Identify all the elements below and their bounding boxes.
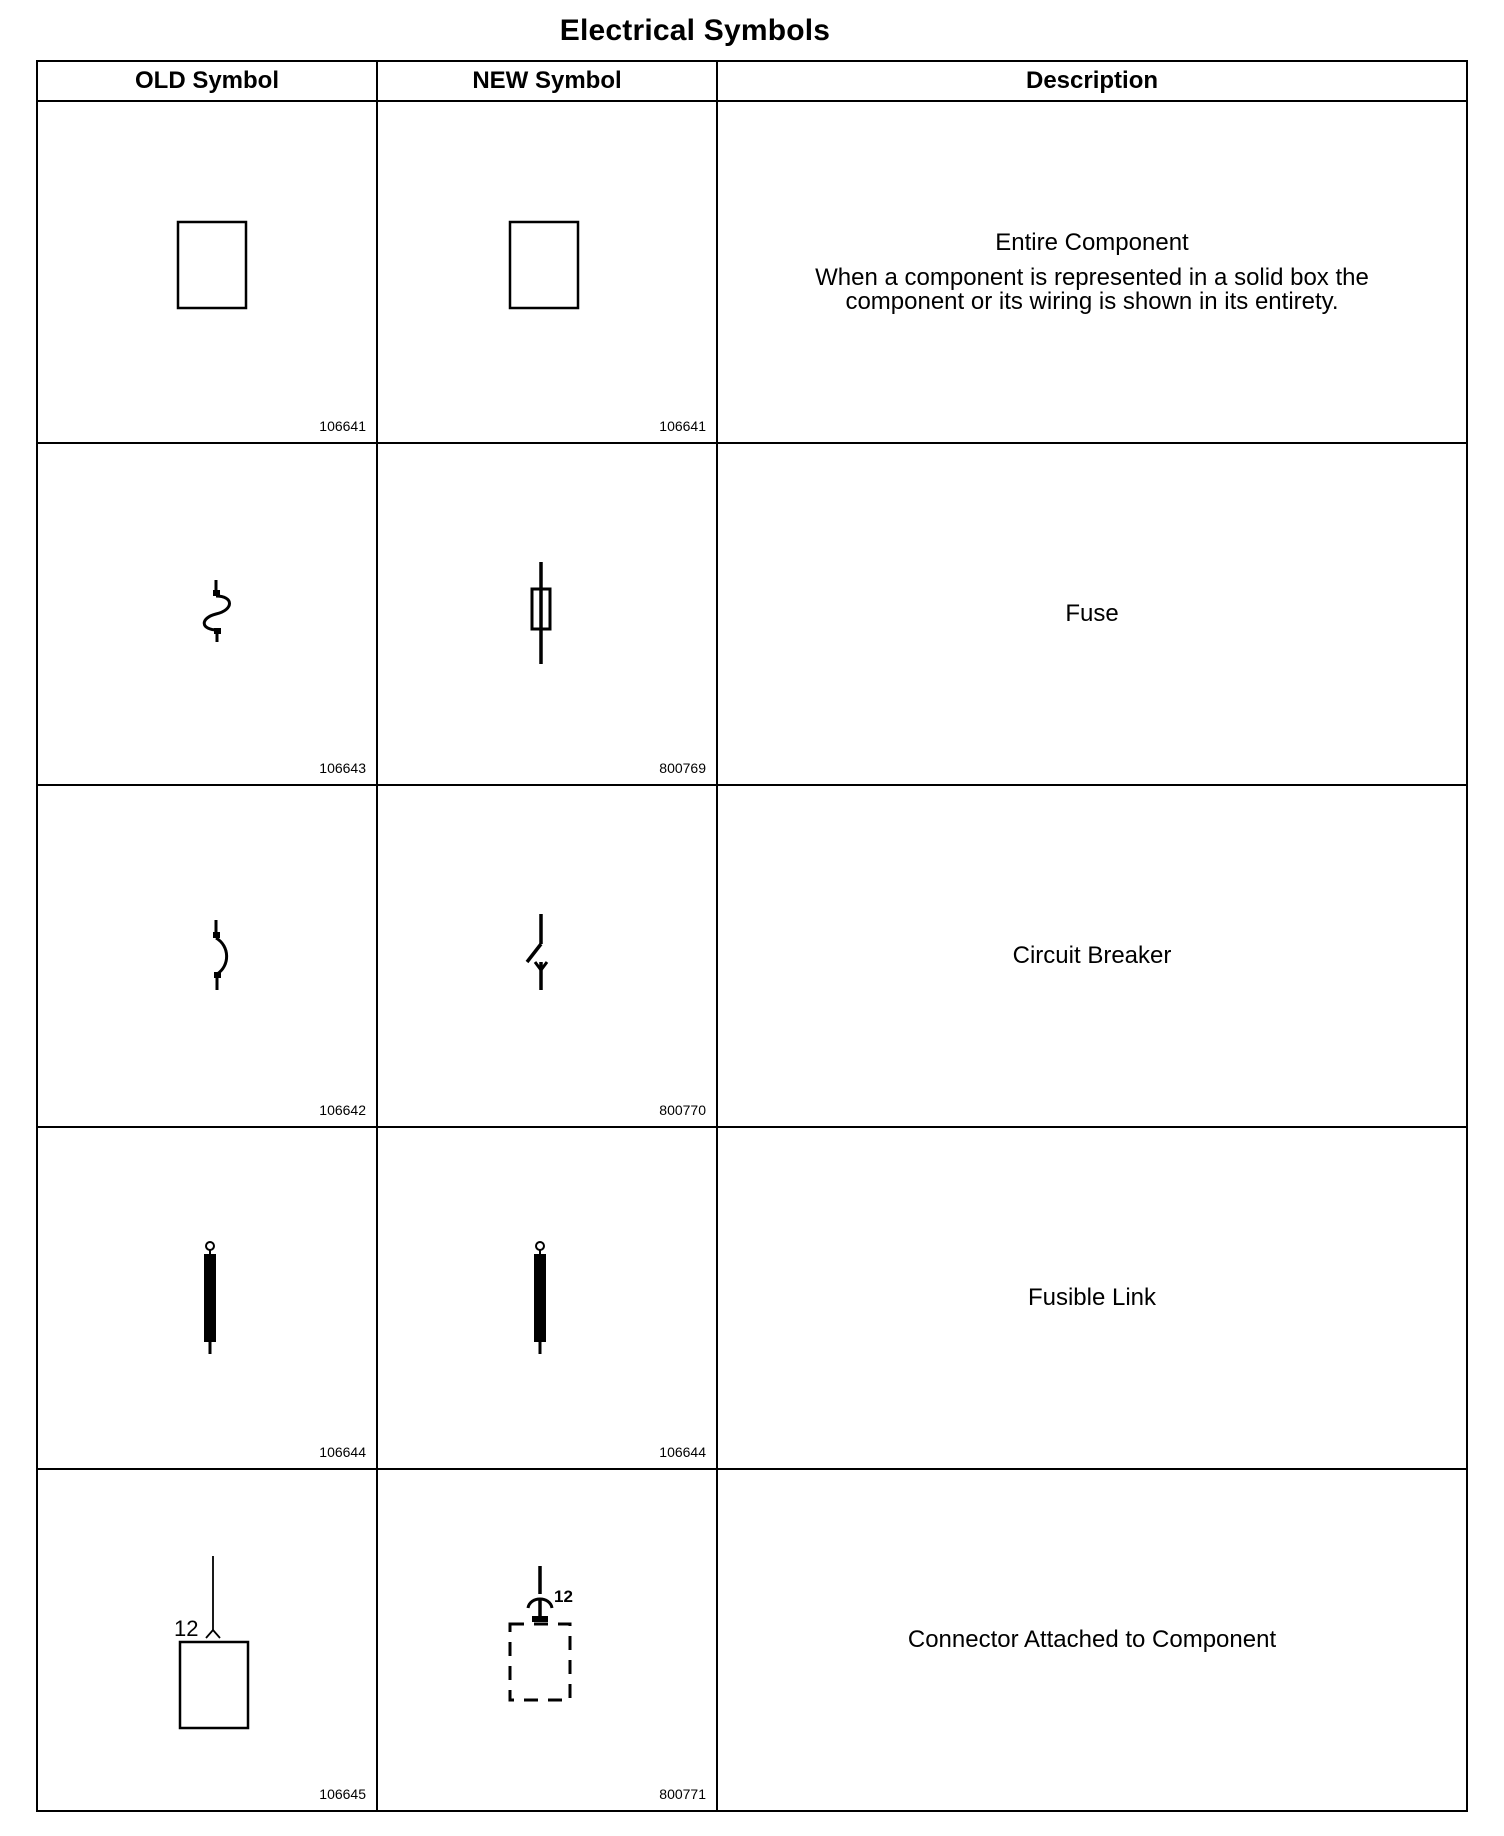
- old-symbol-cell: [37, 1127, 377, 1469]
- table-row: [37, 443, 1467, 785]
- new-symbol-cell: [377, 1469, 717, 1811]
- solid-box-icon: [378, 102, 718, 442]
- page-title: Electrical Symbols: [559, 14, 831, 47]
- symbol-ref-id: 106644: [659, 1444, 706, 1460]
- new-symbol-cell: [377, 101, 717, 443]
- symbol-ref-id: 800769: [659, 760, 706, 776]
- description-cell: [717, 1127, 1467, 1469]
- description-cell: [717, 443, 1467, 785]
- connector-dashed-box-icon: [378, 1470, 718, 1810]
- description-title: Fusible Link: [1027, 1284, 1157, 1311]
- old-symbol-cell: [37, 785, 377, 1127]
- symbol-ref-id: 106641: [659, 418, 706, 434]
- connector-pin-number: 12: [554, 1587, 573, 1606]
- symbol-ref-id: 106644: [319, 1444, 366, 1460]
- symbol-ref-id: 106642: [319, 1102, 366, 1118]
- connector-pin-number: 12: [174, 1616, 199, 1641]
- header-new-symbol: NEW Symbol: [377, 61, 717, 101]
- description-title: Circuit Breaker: [1012, 942, 1172, 969]
- old-symbol-cell: [37, 1469, 377, 1811]
- fusible-link-icon: [38, 1128, 378, 1468]
- new-symbol-cell: [377, 785, 717, 1127]
- electrical-symbols-table: [36, 60, 1468, 1812]
- old-symbol-cell: [37, 101, 377, 443]
- symbol-ref-id: 800770: [659, 1102, 706, 1118]
- symbol-ref-id: 106643: [319, 760, 366, 776]
- connector-solid-box-icon: [38, 1470, 378, 1810]
- description-body: When a component is represented in a solid box the component or its wiring is shown in its entirety.: [815, 264, 1369, 315]
- table-row: [37, 1127, 1467, 1469]
- description-cell: [717, 1469, 1467, 1811]
- table-header-row: [37, 61, 1467, 101]
- table-row: [37, 785, 1467, 1127]
- circuit-breaker-switch-icon: [378, 786, 718, 1126]
- header-old-symbol: OLD Symbol: [37, 61, 377, 101]
- table-row: [37, 101, 1467, 443]
- new-symbol-cell: [377, 1127, 717, 1469]
- description-title: Fuse: [1065, 600, 1119, 627]
- fusible-link-icon: [378, 1128, 718, 1468]
- symbol-ref-id: 800771: [659, 1786, 706, 1802]
- header-description: Description: [717, 61, 1467, 101]
- solid-box-icon: [38, 102, 378, 442]
- fuse-rectangle-icon: [378, 444, 718, 784]
- circuit-breaker-arc-icon: [38, 786, 378, 1126]
- table-row: [37, 1469, 1467, 1811]
- description-cell: [717, 101, 1467, 443]
- description-title: Entire Component: [995, 229, 1189, 256]
- symbol-ref-id: 106645: [319, 1786, 366, 1802]
- fuse-s-curve-icon: [38, 444, 378, 784]
- symbol-ref-id: 106641: [319, 418, 366, 434]
- old-symbol-cell: [37, 443, 377, 785]
- new-symbol-cell: [377, 443, 717, 785]
- description-title: Connector Attached to Component: [907, 1626, 1277, 1653]
- description-cell: [717, 785, 1467, 1127]
